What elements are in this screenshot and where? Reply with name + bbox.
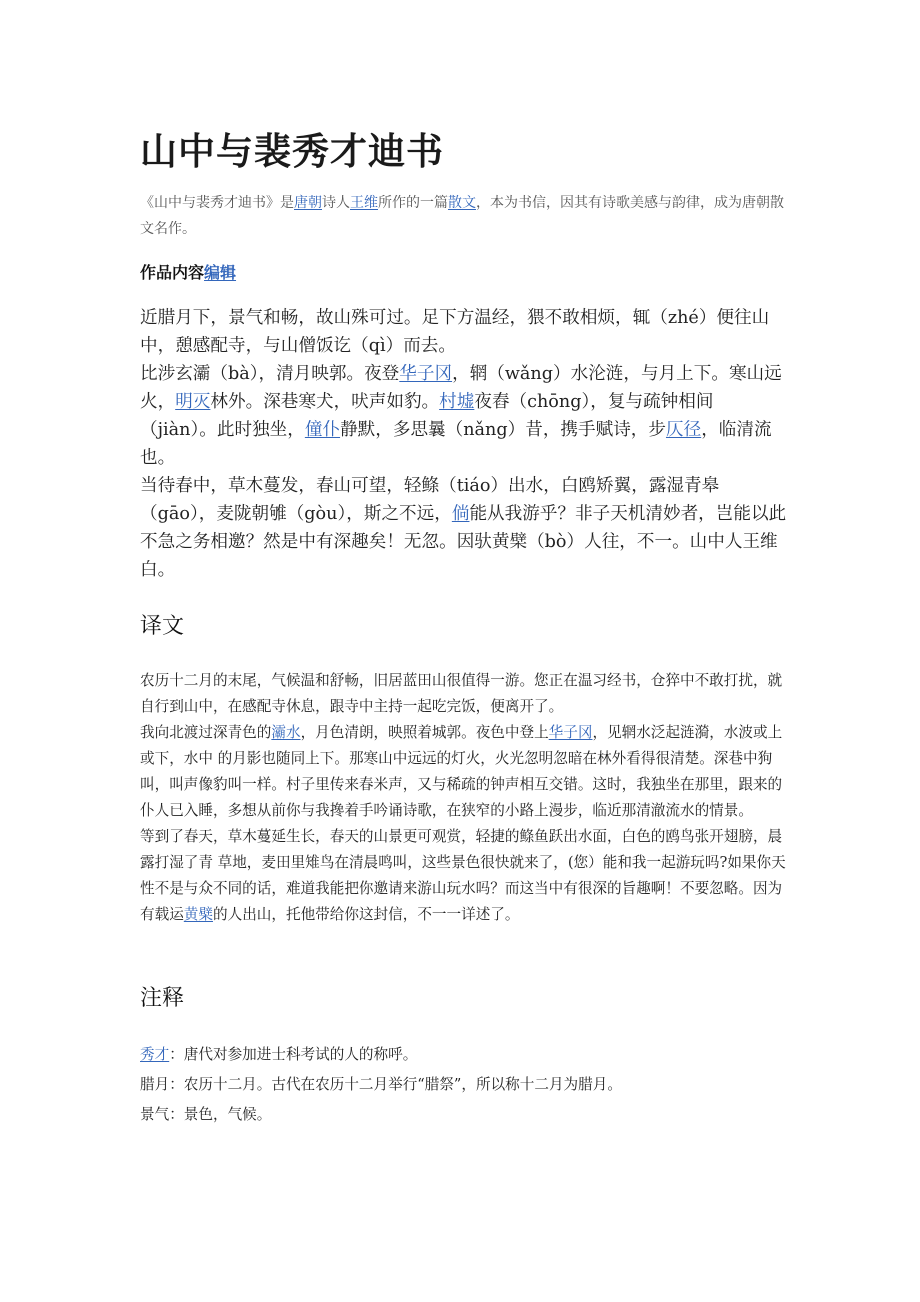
link-huazigang[interactable]: 华子冈 — [548, 724, 593, 741]
content-section-heading — [140, 260, 790, 286]
intro-text: 《山中与裴秀才迪书》是 — [140, 195, 294, 211]
text: 的人出山，托他带给你这封信，不一一详述了。 — [213, 906, 520, 923]
page-title: 山中与裴秀才迪书 — [140, 130, 444, 173]
text: 等到了春天，草木蔓延生长，春天的山景更可观赏，轻捷的鲦鱼跃出水面，白色的鸥鸟张开翅膀，晨露打湿了青 草地，麦田里雉鸟在清晨鸣叫，这些景色很快就来了，(您）能和我一起游玩吗?如果你天性不是与众不同的话，难道我能把你邀请来游山玩水吗？而这当中有很深的旨趣啊！不要忽略。因为有载运 — [140, 828, 786, 923]
paragraph: 近腊月下，景气和畅，故山殊可过。足下方温经，猥不敢相烦，辄（zhé）便往山中，憩感配寺，与山僧饭讫（qì）而去。 — [140, 308, 770, 356]
link-xiucai[interactable]: 秀才 — [140, 1046, 170, 1063]
link-tang[interactable]: 倘 — [451, 504, 470, 524]
link-zejing[interactable]: 仄径 — [665, 420, 702, 440]
paragraph — [140, 360, 790, 472]
original-text — [140, 304, 790, 584]
notes-list — [140, 1040, 790, 1130]
text: 林外。深巷寒犬，吠声如豹。 — [210, 392, 440, 412]
text: 当待春中，草木蔓发，春山可望，轻鲦（tiáo）出水，白鸥矫翼，露湿青皋（gāo），麦陇朝雊（gòu），斯之不远， — [140, 476, 720, 524]
text: 能从我游乎？非子天机清妙者，岂能以此不急之务相邀？然是中有深趣矣！无忽。因驮黄檗（bò）人往，不一。山中人王维白。 — [140, 504, 787, 580]
translation-heading: 译文 — [140, 614, 185, 639]
text: 比涉玄灞（bà），清月映郭。夜登 — [140, 364, 400, 384]
edit-link[interactable]: 编辑 — [204, 263, 237, 282]
paragraph — [140, 472, 790, 584]
section-title: 作品内容 — [140, 263, 205, 282]
link-bashui[interactable]: 灞水 — [271, 724, 301, 741]
translation-text — [140, 668, 790, 928]
intro-paragraph — [140, 190, 790, 242]
link-mingmie[interactable]: 明灭 — [175, 392, 211, 412]
intro-text: 诗人 — [322, 195, 350, 211]
link-huazigang[interactable]: 华子冈 — [399, 364, 453, 384]
link-tang-dynasty[interactable]: 唐朝 — [294, 195, 322, 211]
paragraph — [140, 720, 790, 824]
note-item: 景气：景色，气候。 — [140, 1106, 272, 1123]
note-item: 腊月：农历十二月。古代在农历十二月举行“腊祭”，所以称十二月为腊月。 — [140, 1076, 622, 1093]
intro-text: 所作的一篇 — [378, 195, 448, 211]
intro-text: ，本为书信，因其有诗歌美感与韵律，成为唐朝散文名作。 — [140, 195, 784, 237]
link-tongpu[interactable]: 僮仆 — [304, 420, 341, 440]
text: ，见辋水泛起涟漪，水波或上或下，水中 的月影也随同上下。那寒山中远远的灯火，火光忽明忽暗在林外看得很清楚。深巷中狗叫，叫声像豹叫一样。村子里传来春米声，又与稀疏的钟声相互交错。这时，我独坐在那里，跟来的仆人已入睡，多想从前你与我搀着手吟诵诗歌，在狭窄的小路上漫步，临近那清澈流水的情景。 — [140, 724, 783, 819]
link-wang-wei[interactable]: 王维 — [350, 195, 378, 211]
paragraph: 农历十二月的末尾，气候温和舒畅，旧居蓝田山很值得一游。您正在温习经书，仓猝中不敢打扰，就自行到山中，在感配寺休息，跟寺中主持一起吃完饭，便离开了。 — [140, 672, 783, 715]
paragraph — [140, 824, 790, 928]
link-prose[interactable]: 散文 — [448, 195, 476, 211]
text: ，临清流也。 — [140, 420, 772, 468]
text: 静默，多思曩（nǎng）昔，携手赋诗，步 — [340, 420, 666, 440]
text: 我向北渡过深青色的 — [140, 724, 272, 741]
text: 夜舂（chōng），复与疏钟相间（jiàn）。此时独坐， — [140, 392, 714, 440]
notes-heading: 注释 — [140, 986, 185, 1011]
note-item — [140, 1040, 790, 1070]
article — [140, 128, 790, 1130]
link-cunxu[interactable]: 村墟 — [439, 392, 475, 412]
text: ，月色清朗，映照着城郭。夜色中登上 — [300, 724, 549, 741]
link-huangbo[interactable]: 黄檗 — [183, 906, 213, 923]
text: ：唐代对参加进士科考试的人的称呼。 — [169, 1046, 418, 1063]
text: ，辋（wǎng）水沦涟，与月上下。寒山远火， — [140, 364, 782, 412]
